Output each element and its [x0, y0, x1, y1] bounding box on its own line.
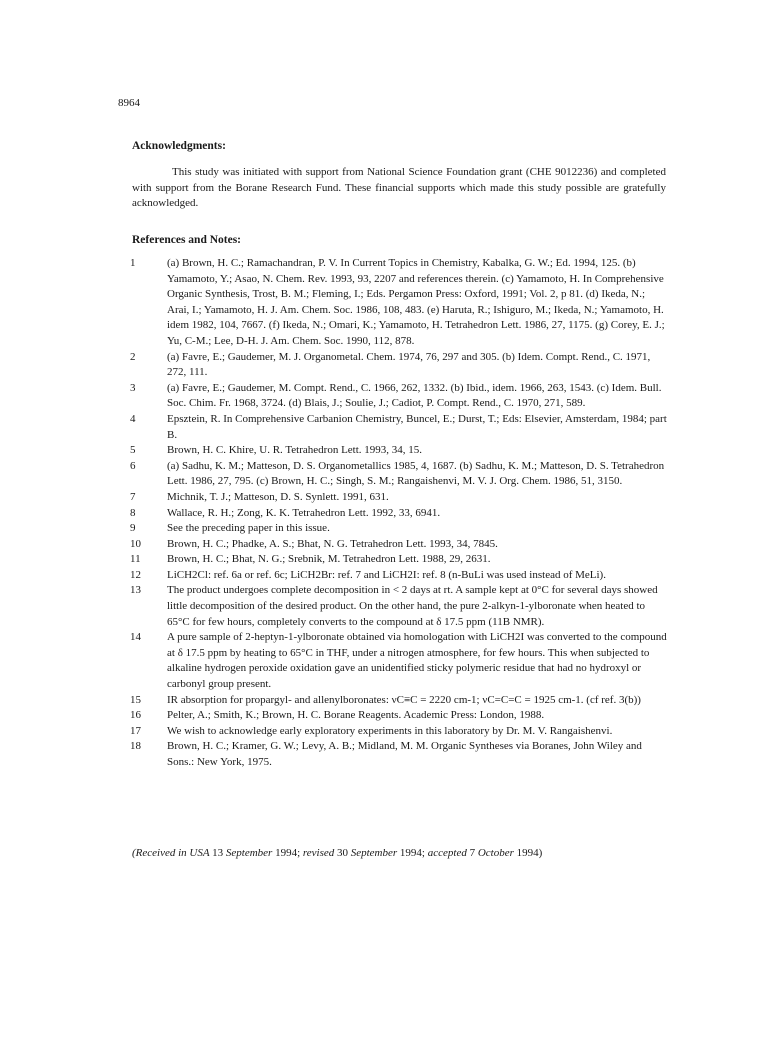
reference-text: LiCH2Cl: ref. 6a or ref. 6c; LiCH2Br: ref. 7 and LiCH2I: ref. 8 (n-BuLi was used instead of MeLi).	[167, 568, 606, 581]
reference-text: (a) Sadhu, K. M.; Matteson, D. S. Organometallics 1985, 4, 1687. (b) Sadhu, K. M.; Matteson, D. S. Tetrahedron Lett. 1986, 27, 795. (c) Brown, H. C.; Singh, S. M.; Rangaishenvi, M. V. J. Org. Chem. 1986, 51, 3150.	[167, 459, 665, 488]
revised-label: revised	[302, 847, 335, 859]
reference-text: (a) Favre, E.; Gaudemer, M. Compt. Rend., C. 1966, 262, 1332. (b) Ibid., idem. 1966, 263, 1543. (c) Idem. Bull. Soc. Chim. Fr. 1968, 3724. (d) Blais, J.; Soulie, J.; Cadiot, P. Compt. Rend., C. 1970, 271, 589.	[167, 381, 662, 410]
received-label: (Received in USA	[132, 847, 210, 859]
reference-text: Brown, H. C.; Bhat, N. G.; Srebnik, M. Tetrahedron Lett. 1988, 29, 2631.	[167, 553, 491, 566]
received-day: 13	[212, 847, 224, 859]
reference-number: 15	[130, 693, 141, 706]
reference-14	[130, 630, 668, 692]
revised-month: September	[350, 847, 398, 859]
accepted-day: 7	[469, 847, 476, 859]
reference-number: 11	[130, 553, 141, 566]
reference-text: Wallace, R. H.; Zong, K. K. Tetrahedron Lett. 1992, 33, 6941.	[167, 506, 441, 519]
reference-text: (a) Brown, H. C.; Ramachandran, P. V. In Current Topics in Chemistry, Kabalka, G. W.; Ed. 1994, 125. (b) Yamamoto, Y.; Asao, N. Chem. Rev. 1993, 93, 2207 and references therein. (c) Yamamoto, H. In Comprehensive Organic Synthesis, Trost, B. M.; Fleming, I.; Eds. Pergamon Press: Oxford, 1991; Vol. 2, p 81. (d) Ikeda, N.; Arai, I.; Yamamoto, H. J. Am. Chem. Soc. 1986, 108, 483. (e) Haruta, R.; Ishiguro, M.; Ikeda, N.; Yamamoto, H. idem 1982, 104, 7667. (f) Ikeda, N.; Omari, K.; Yamamoto, H. Tetrahedron Lett. 1986, 27, 1175. (g) Corey, E. J.; Yu, C-M.; Lee, D-H. J. Am. Chem. Soc. 1990, 112, 878.	[167, 257, 665, 347]
received-line	[132, 847, 652, 859]
acknowledgments-heading: Acknowledgments:	[132, 140, 226, 152]
reference-number: 1	[130, 257, 136, 269]
acknowledgments-text: This study was initiated with support from National Science Foundation grant (CHE 9012236) and completed with support from the Borane Research Fund. These financial supports which made this study possible are gratefully acknowledged.	[132, 166, 666, 209]
reference-text: Epsztein, R. In Comprehensive Carbanion Chemistry, Buncel, E.; Durst, T.; Eds: Elsevier, Amsterdam, 1984; part B.	[167, 412, 667, 441]
references-list	[130, 256, 668, 771]
reference-17	[130, 724, 668, 740]
reference-15	[130, 693, 668, 709]
reference-number: 8	[130, 506, 136, 519]
accepted-year: 1994)	[516, 847, 543, 859]
reference-5	[130, 443, 668, 459]
revised-day: 30	[336, 847, 348, 859]
reference-4	[130, 412, 668, 443]
reference-number: 2	[130, 350, 136, 363]
reference-number: 14	[130, 631, 141, 644]
reference-text: Pelter, A.; Smith, K.; Brown, H. C. Borane Reagents. Academic Press: London, 1988.	[167, 709, 545, 722]
reference-number: 16	[130, 709, 141, 722]
reference-text: We wish to acknowledge early exploratory experiments in this laboratory by Dr. M. V. Rangaishenvi.	[167, 724, 613, 737]
reference-number: 9	[130, 522, 136, 535]
reference-7	[130, 490, 668, 506]
reference-12	[130, 568, 668, 584]
reference-number: 17	[130, 724, 141, 737]
revised-year: 1994;	[399, 847, 425, 859]
reference-3	[130, 381, 668, 412]
reference-2	[130, 350, 668, 381]
reference-text: IR absorption for propargyl- and allenylboronates: νC≡C = 2220 cm-1; νC=C=C = 1925 cm-1. (cf ref. 3(b))	[167, 693, 641, 706]
reference-text: Michnik, T. J.; Matteson, D. S. Synlett. 1991, 631.	[167, 490, 389, 503]
reference-number: 3	[130, 381, 136, 394]
reference-number: 18	[130, 740, 141, 753]
page-number: 8964	[118, 97, 140, 109]
reference-text: See the preceding paper in this issue.	[167, 522, 330, 535]
reference-number: 4	[130, 412, 136, 425]
accepted-month: October	[477, 847, 514, 859]
reference-number: 6	[130, 459, 136, 472]
reference-9	[130, 521, 668, 537]
reference-11	[130, 552, 668, 568]
accepted-label: accepted	[427, 847, 467, 859]
reference-number: 12	[130, 568, 141, 581]
references-heading: References and Notes:	[132, 234, 242, 246]
reference-8	[130, 506, 668, 522]
reference-text: Brown, H. C. Khire, U. R. Tetrahedron Lett. 1993, 34, 15.	[167, 444, 423, 457]
reference-1	[130, 256, 668, 350]
reference-number: 13	[130, 584, 141, 597]
reference-text: (a) Favre, E.; Gaudemer, M. J. Organometal. Chem. 1974, 76, 297 and 305. (b) Idem. Compt. Rend., C. 1971, 272, 111.	[167, 350, 651, 379]
received-year: 1994;	[275, 847, 301, 859]
reference-13	[130, 583, 668, 630]
reference-number: 5	[130, 444, 136, 457]
reference-text: Brown, H. C.; Kramer, G. W.; Levy, A. B.; Midland, M. M. Organic Syntheses via Boranes, John Wiley and Sons.: New York, 1975.	[167, 740, 642, 768]
reference-16	[130, 708, 668, 724]
received-month: September	[225, 847, 273, 859]
reference-6	[130, 459, 668, 490]
reference-number: 7	[130, 490, 136, 503]
reference-text: The product undergoes complete decomposition in < 2 days at rt. A sample kept at 0°C for several days showed little decomposition of the desired product. On the other hand, the pure 2-alkyn-1-ylboronate when heated to 65°C for few hours, completely converts to the compound at δ 17.5 ppm (11B NMR).	[167, 584, 658, 628]
reference-18	[130, 739, 668, 770]
reference-text: A pure sample of 2-heptyn-1-ylboronate obtained via homologation with LiCH2I was converted to the compound at δ 17.5 ppm by heating to 65°C in THF, under a nitrogen atmosphere, for few hours. This when subjected to alkaline hydrogen peroxide oxidation gave an unidentified sticky polymeric residue that had no hydroxyl or carbonyl group present.	[167, 631, 667, 691]
reference-10	[130, 537, 668, 553]
reference-text: Brown, H. C.; Phadke, A. S.; Bhat, N. G. Tetrahedron Lett. 1993, 34, 7845.	[167, 537, 498, 550]
reference-number: 10	[130, 537, 141, 550]
